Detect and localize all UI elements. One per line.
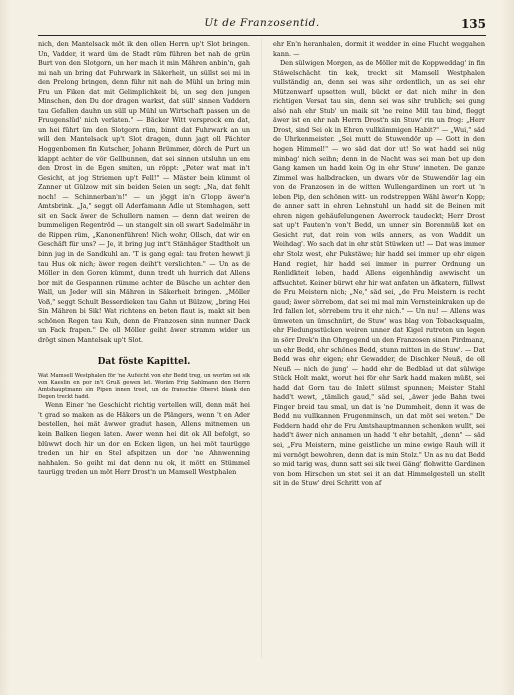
paragraph: Wenn Einer 'ne Geschicht richtig vertellen will, denn mät hei 't grad so maken as de Häkers un de Plängers, wenn 't en Ader bestellen, hei mät äwwer gradut hasen, Allens mitnemen un kein Balken liegen laten. Awer wenn hei dit ok All befolgt, so blüwwt doch hir un dor en Ecken ligen, un hei möt taurügge treden un hir en Stel afspitzen un dor 'ne Ahnwenning nahhalen. So geiht mi dat denn nu ok, it mött en Stümmel taurügg treden un möt Herr Drost'n un Mamsell Westphalen	[38, 401, 250, 477]
chapter-summary: Wat Mamsell Westphalen för 'ne Aufsicht von ehr Bedd treg, un worüm sei sik von Kaeslin en por in't Gruß gewen let. Woräm Frig Sahlmann den Herrn Amtshauptmann sin Pipen innen treet, un de franschie Oberst blank den Degen treckt hadd.	[38, 372, 250, 401]
left-column	[38, 40, 250, 478]
right-column	[273, 40, 485, 489]
chapter-title: Dat föste Kapittel.	[97, 356, 191, 367]
running-header	[38, 17, 486, 33]
paragraph: Den sülwigen Morgen, as de Möller mit de Koppweddag' in fin Stäwelschächt tin kek, treckt sit Mamsell Westphalen vullständig an, denn sei was sihr ordentlich, un as sei ehr Mützenwarf upsetten wull, bückt er dat nich mihr in den richtigen Versat tau sin, denn sei was sihr trublich; sei gung alsó nah ehr Stub' un maik sit 'ne reine Mill tau bind, fleggt äwer ist en ehr nah Herrn Drost'n sin Stuw' rin un frog: „Herr Drost, sind Sei ok in Ehren vullkämmigen Habit?" — „Wui," säd de Uhrkenmeister. „Sei mutt de Stuwendör up — Gott in den hogen Himmel!" — wo säd dat dor ut! So wat hadd sei nüg minbag' nich seihn; denn in de Nacht was sei man bet up den Gang kamen un hadd kein Og in ehr Stuw' inneten. De ganze Zimmel was halbdracken, un dwars vör de Stuwendör lag ein von de Franzosen in de witten Wullengardinen un rort ut 'n leben Pip, den schönen witt- un rodstreppen Wähl äwer'n Kopp; de anner satt in ehren Lehnstuhl un hadd sit de Beinen mit ehren nigen gehäufelungenen Awerrock taudeckt; Herr Drost sat up't Fauten'n von't Bedd, un unner sin Borenmüß ket en Gesicht rut, dat rein von wils anners, as von Waddit un Weihdag'. Wo sach dat in ehr stüt Stüwken ut! — Dat was immer ehr Stolz west, ehr Pukstäwe; hir hadd sei immer up ehr eigen Hand regiet, hir hadd sei immer in purrer Ordnung un Renlidkteit leben, hadd Allens eigenhändig awwischt un affsuchtet. Keiner bürwt ehr hir wat anfaten un äfkatern, füllwst de Fru Meistern nich; „Ne," säd sei, „de Fru Meistern is recht gaud; äwer sörrebom, dat sei mi mal min Vernsteinkraken up de Ird fallen let, sörrebem tru it ehr nich." — Un nu! — Allens was ümweten un ümschnürt, de Stuw' was blag von Tobacksqualm, ehr Fledungsstücken weiren unner dat Kigel rutreten un legen in sörr Drek'n ihn Ohrgegend un den Franzosen sinen Pirdmanz, un ehr Bedd, ehr schönes Bedd, stunn mitten in de Stuw'. — Dat Bedd was ehr eigen; ehr Gewadder, de Dischker Neuß, de oll Neuß — nich de jung' — hadd ehr de Bedblad ut dat sülwige Stück Holt makt, worut hei för ehr Sark hadd maken müßt, sei hadd dat Gorn tau de Inlett sülmst spunnen; Meister Stahl hadd't wewt, „tämlich gaud," säd sei, „äwer jede Bahn twei Finger breid tau smal, un dat is 'ne Dummheit, denn it was de Bedd nu vullkannen Frugenminsch, un dat möt sei weten." De Feddern hadd ehr de Fru Amtshauptmannen schenken wullt, sei hadd't äwer nich annamen un hadd 't ehr betahlt, „denn" — säd sei, „Fru Meistern, mine geistliche un mine ewige Rauh will it mi vernögt bewohren, denn dat is min Stolz." Un as nu dat Bedd so mid tarig was, dunn satt sei sik twei Gäng' flohwitte Gardinen von bom Hirschen un stet sei it an dat Himmelgestell un stellt sit in de Stuw' drei Schritt von af	[273, 59, 485, 488]
paragraph: nich, den Mantelsack möt ik den ollen Herrn up't Slot bringen. Un, Vadder, it ward üm de Stadt rüm führen bet nah de grün Burt von den Slotgorn, un her mach it min Mähren anbin'n, gah mi nah un bring dat Fuhrwark in Säkerheit, un süllst sei mi in den Prelong bringen, denn führ nit nah de Mühl un bring min Fru un Fiken dat mit Gelimplichkeit bi, un seg den jungen Minschen, den Du dor dragen warkst, dat süll' sinnen Vaddern tau Gefallen dauhn un süll up Mühl un Wirtschaft passen un de Fruugenslüd' nich verlaten." — Bäcker Witt versprock em dat, un hei führt üm den Slotgorn rüm, binnt dat Fuhrwark an un will den Mantelsack up't Slot dragen, dunn jagt oll Pächter Hoggenbomen fin Kutscher, Johann Brümmer, dörch de Purt un klappt achter de vör Gellbunnen, dat sei sinnen utsluhn un em den Drost in de Egen smiten, un röppt: „Peter wat mat in't Gesicht, at jog Striemen up't Fell!" — Mäster bein kümmt ol Zanner ut Gülzow mit sin beiden Seien un segt: „Na, dat fehlt noch! — Schinnerban'n!" — un jöggt in'n G'lopp äwer'n Amtsbrink. „Ja," seggt oll Aderfamann Adle ut Stemhagen, sett sit en Sack äwer de Schullern namen — denn dat weiren de bummeligen Regentröd — un stangelt sin oll swart Sadelmähr in de Rippen rüm, „Kanonenführen! Nich wohr, Ollsch, dat wir en Geschäft für uns? — Je, it bring jug int't Stänhäger Stadtholt un binn jug in de Sandkuhl an. 'T is gang egal: tau freten hewwt ji tau Hus ok nich; äwer regen deiht't verslichten." — Un as de Möller in den Goren kümmt, dunn tredt uh hurrich dat Allens bor mit de Gespannen rümme achter de Büsche un achter den Wall, un Jeder will sin Mähren in Säkerheit bringen. „Möller Voß," seggt Schult Besserdieken tau Gahn ut Bülzow, „bring Hei Sin Mähren bi Sik! Wat richtens en beten flaut is, makt sit ben schönen Regen tau Kuh, denn de Franzosen sinn nunner Dack un Fack frapen." De oll Möller geiht äwer stramm wider un drögt sinen Mantelsak up't Slot.	[38, 40, 250, 344]
header-rule	[38, 35, 486, 36]
paragraph: ehr En'n heranhalen, dormit it wedder in eine Flucht weggahen kann. —	[273, 40, 485, 58]
running-title: Ut de Franzosentid.	[204, 17, 320, 29]
column-gutter	[261, 38, 262, 658]
page-number: 135	[460, 17, 486, 31]
